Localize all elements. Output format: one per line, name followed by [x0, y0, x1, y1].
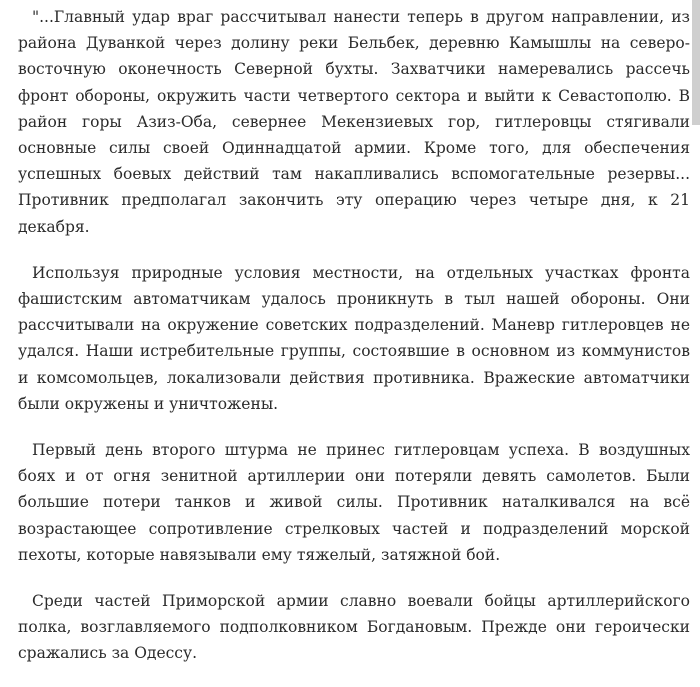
paragraph: Среди частей Приморской армии славно воевали бойцы артиллерийского полка, возглавляемого подполковником Богдановым. Прежде они героически сражались за Одессу. — [18, 592, 690, 663]
scrollbar-thumb[interactable] — [692, 0, 700, 125]
paragraph: Первый день второго штурма не принес гитлеровцам успеха. В воздушных боях и от огня зенитной артиллерии они потеряли девять самолетов. Были большие потери танков и живой силы. Противник наталкивался на всё возрастающее сопротивление стрелковых частей и подразделений морской пехоты, которые навязывали ему тяжелый, затяжной бой. — [18, 441, 690, 564]
paragraph: Используя природные условия местности, на отдельных участках фронта фашистским автоматчикам удалось проникнуть в тыл нашей обороны. Они рассчитывали на окружение советских подразделений. Маневр гитлеровцев не удался. Наши истребительные группы, состоявшие в основном из коммунистов и комсомольцев, локализовали действия противника. Вражеские автоматчики были окружены и уничтожены. — [18, 263, 690, 413]
paragraph: "...Главный удар враг рассчитывал нанести теперь в другом направлении, из района Дуванкой через долину реки Бельбек, деревню Камышлы на северо-восточную оконечность Северной бухты. Захватчики намеревались рассечь фронт обороны, окружить части четвертого сектора и выйти к Севастополю. В район горы Азиз-Оба, севернее Мекензиевых гор, гитлеровцы стягивали основные силы своей Одиннадцатой армии. Кроме того, для обеспечения успешных боевых действий там накапливались вспомогательные резервы... Противник предполагал закончить эту операцию через четыре дня, к 21 декабря. — [18, 8, 690, 236]
article-body — [18, 4, 690, 687]
